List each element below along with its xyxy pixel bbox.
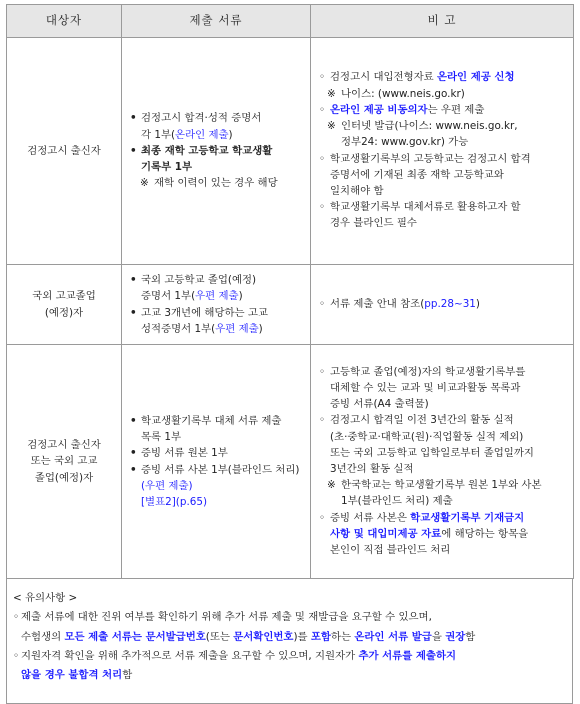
text-span: 증명서에 기재된 최종 재학 고등학교와	[330, 168, 504, 181]
text-line	[130, 445, 304, 461]
text-span: 증빙 서류 사본 1부(블라인드 처리)	[141, 463, 300, 476]
highlight-span: 온라인 제공 비동의자	[330, 103, 428, 116]
text-line	[130, 478, 304, 494]
highlight-span: 최종 재학 고등학교 학교생활	[141, 144, 273, 157]
text-line	[319, 542, 567, 558]
target-label: 또는 국외 고교	[30, 455, 98, 468]
highlight-span: 포함	[310, 630, 331, 643]
note-mark: ※	[327, 120, 336, 133]
circle-mark: ◦	[13, 649, 20, 662]
text-span: 대체할 수 있는 교과 및 비교과활동 목록과	[330, 381, 521, 394]
text-span: 증빙 서류(A4 출력물)	[330, 398, 429, 411]
note-mark: ※	[140, 177, 149, 190]
text-span: 각 1부(	[141, 128, 176, 141]
bullet-mark: •	[130, 447, 137, 460]
text-line	[319, 477, 567, 493]
text-line	[13, 647, 566, 666]
text-line	[319, 296, 567, 312]
highlight-span: 사항 및 대입미제공 자료	[330, 527, 442, 540]
text-line	[319, 461, 567, 477]
highlight-span: 않을 경우 불합격 처리	[21, 669, 123, 681]
text-line	[13, 666, 566, 685]
notice-box	[6, 579, 573, 704]
note-mark: ※	[327, 479, 336, 492]
highlight-span: 학교생활기록부 기재금지	[410, 511, 525, 524]
text-span: 함	[122, 669, 133, 681]
highlight-span: 모든 제출 서류는 문서발급번호	[64, 630, 206, 643]
text-line	[130, 127, 304, 143]
target-label: (예정)자	[44, 306, 84, 319]
circle-mark: ◦	[319, 297, 326, 310]
header-remarks: 비 고	[311, 5, 574, 38]
text-span: )	[258, 322, 263, 335]
target-label: 검정고시 출신자	[27, 144, 101, 157]
highlight-span: 기록부 1부	[141, 161, 192, 174]
text-span: 또는 국외 고등학교 입학일로부터 졸업일까지	[330, 446, 534, 459]
text-span: 을	[431, 630, 446, 643]
text-span: 일치해야 함	[330, 184, 384, 197]
text-span: 학교생활기록부 대체 서류 제출	[141, 414, 282, 427]
text-span: 증명서 1부(	[141, 290, 196, 303]
note-mark: ※	[327, 87, 336, 100]
text-span: 나이스: (www.neis.go.kr)	[341, 87, 465, 100]
text-line	[319, 526, 567, 542]
text-line	[319, 493, 567, 509]
target-label: 졸업(예정)자	[34, 471, 94, 484]
circle-mark: ◦	[319, 152, 326, 165]
table-row	[7, 345, 574, 579]
header-target: 대상자	[7, 5, 122, 38]
text-span: 하는	[330, 630, 355, 643]
target-label: 국외 고교졸업	[32, 290, 96, 303]
highlight-span: (우편 제출)	[141, 479, 193, 492]
text-span: (초·중학교·대학교(원)·직업활동 실적 제외)	[330, 430, 524, 443]
text-line	[319, 396, 567, 412]
text-line	[13, 628, 566, 647]
text-line	[319, 215, 567, 231]
text-span: (또는	[205, 630, 234, 643]
text-span: 검정고시 합격일 이전 3년간의 활동 실적	[330, 414, 514, 427]
text-span: 는 우편 제출	[427, 103, 485, 116]
text-line	[319, 86, 567, 102]
text-line	[130, 175, 304, 191]
text-span: 정부24: www.gov.kr) 가능	[341, 136, 469, 149]
highlight-span: 우편 제출	[195, 290, 239, 303]
text-span: 3년간의 활동 실적	[330, 463, 414, 475]
text-span: 성적증명서 1부(	[141, 322, 216, 335]
circle-mark: ◦	[319, 71, 326, 84]
text-span: 본인이 직접 블라인드 처리	[330, 544, 451, 557]
bullet-mark: •	[130, 463, 137, 476]
text-span: 재학 이력이 있는 경우 해당	[154, 177, 278, 190]
notice-title: < 유의사항 >	[13, 592, 78, 604]
text-span: 에 해당하는 항목을	[441, 527, 529, 540]
highlight-span: 추가 서류를 제출하지	[358, 649, 457, 662]
bullet-mark: •	[130, 414, 137, 427]
highlight-span: 권장	[445, 630, 466, 643]
text-span: )	[228, 128, 233, 141]
text-span: 수험생의	[21, 630, 65, 643]
text-line	[130, 159, 304, 175]
text-span: 지원자격 확인을 위해 추가적으로 서류 제출을 요구할 수 있으며, 지원자가	[21, 649, 359, 662]
header-documents: 제출 서류	[122, 5, 311, 38]
text-line	[319, 412, 567, 428]
highlight-span: 우편 제출	[215, 322, 259, 335]
text-line	[130, 462, 304, 478]
required-documents-table	[6, 4, 574, 579]
table-row	[7, 38, 574, 265]
bullet-mark: •	[130, 112, 137, 125]
text-line	[130, 110, 304, 126]
circle-mark: ◦	[13, 611, 20, 624]
text-span: 1부(블라인드 처리) 제출	[341, 495, 453, 508]
text-span: 학교생활기록부의 고등학교는 검정고시 합격	[330, 152, 531, 165]
text-span: 검정고시 합격·성적 증명서	[141, 112, 262, 125]
text-line	[13, 608, 566, 627]
highlight-span: 문서확인번호	[233, 630, 294, 643]
remarks-cell	[311, 265, 574, 345]
highlight-span: 온라인 제출	[175, 128, 229, 141]
text-line	[319, 183, 567, 199]
text-span: 고교 3개년에 해당하는 고교	[141, 306, 268, 319]
text-span: 함	[465, 630, 476, 643]
text-span: 고등학교 졸업(예정)자의 학교생활기록부를	[330, 365, 526, 378]
table-row	[7, 265, 574, 345]
text-span: 증빙 서류 사본은	[330, 511, 411, 524]
text-line	[319, 364, 567, 380]
highlight-span: [별표2](p.65)	[141, 495, 208, 508]
highlight-span: pp.28~31	[424, 297, 476, 310]
text-line	[319, 118, 567, 134]
text-span: )	[475, 297, 480, 310]
notice-lines	[13, 608, 566, 685]
circle-mark: ◦	[319, 365, 326, 378]
text-line	[130, 288, 304, 304]
bullet-mark: •	[130, 144, 137, 157]
text-line	[319, 151, 567, 167]
text-line	[130, 429, 304, 445]
circle-mark: ◦	[319, 201, 326, 214]
text-line	[130, 305, 304, 321]
remarks-cell	[311, 345, 574, 579]
text-span: 제출 서류에 대한 진위 여부를 확인하기 위해 추가 서류 제출 및 재발급을 요구할 수 있으며,	[21, 611, 432, 624]
circle-mark: ◦	[319, 414, 326, 427]
bullet-mark: •	[130, 274, 137, 287]
documents-cell	[122, 345, 311, 579]
text-span: 인터넷 발급(나이스: www.neis.go.kr,	[341, 120, 518, 133]
text-line	[319, 429, 567, 445]
text-span: )	[238, 290, 243, 303]
text-span: 경우 블라인드 필수	[330, 217, 417, 230]
target-cell	[7, 345, 122, 579]
text-line	[319, 167, 567, 183]
text-line	[319, 199, 567, 215]
text-span: 서류 제출 안내 참조(	[330, 297, 425, 310]
text-span: 목록 1부	[141, 431, 182, 444]
bullet-mark: •	[130, 306, 137, 319]
text-line	[319, 134, 567, 150]
circle-mark: ◦	[319, 103, 326, 116]
table-header-row	[7, 5, 574, 38]
target-cell	[7, 38, 122, 265]
text-line	[319, 69, 567, 85]
text-line	[130, 494, 304, 510]
remarks-cell	[311, 38, 574, 265]
text-line	[319, 102, 567, 118]
highlight-span: 온라인 제공 신청	[436, 71, 515, 84]
text-line	[319, 510, 567, 526]
text-line	[130, 321, 304, 337]
highlight-span: 온라인 서류 발급	[354, 630, 432, 643]
text-span: 증빙 서류 원본 1부	[141, 447, 228, 460]
text-line	[130, 413, 304, 429]
text-span: 국외 고등학교 졸업(예정)	[141, 274, 257, 287]
text-line	[319, 445, 567, 461]
text-span: )를	[293, 630, 311, 643]
text-line	[319, 380, 567, 396]
text-span: 한국학교는 학교생활기록부 원본 1부와 사본	[341, 479, 542, 492]
text-line	[130, 272, 304, 288]
circle-mark: ◦	[319, 511, 326, 524]
documents-cell	[122, 265, 311, 345]
documents-cell	[122, 38, 311, 265]
text-line	[130, 143, 304, 159]
text-span: 학교생활기록부 대체서류로 활용하고자 할	[330, 201, 521, 214]
target-cell	[7, 265, 122, 345]
target-label: 검정고시 출신자	[27, 439, 101, 452]
text-span: 검정고시 대입전형자료	[330, 71, 437, 84]
document-page	[6, 4, 573, 704]
